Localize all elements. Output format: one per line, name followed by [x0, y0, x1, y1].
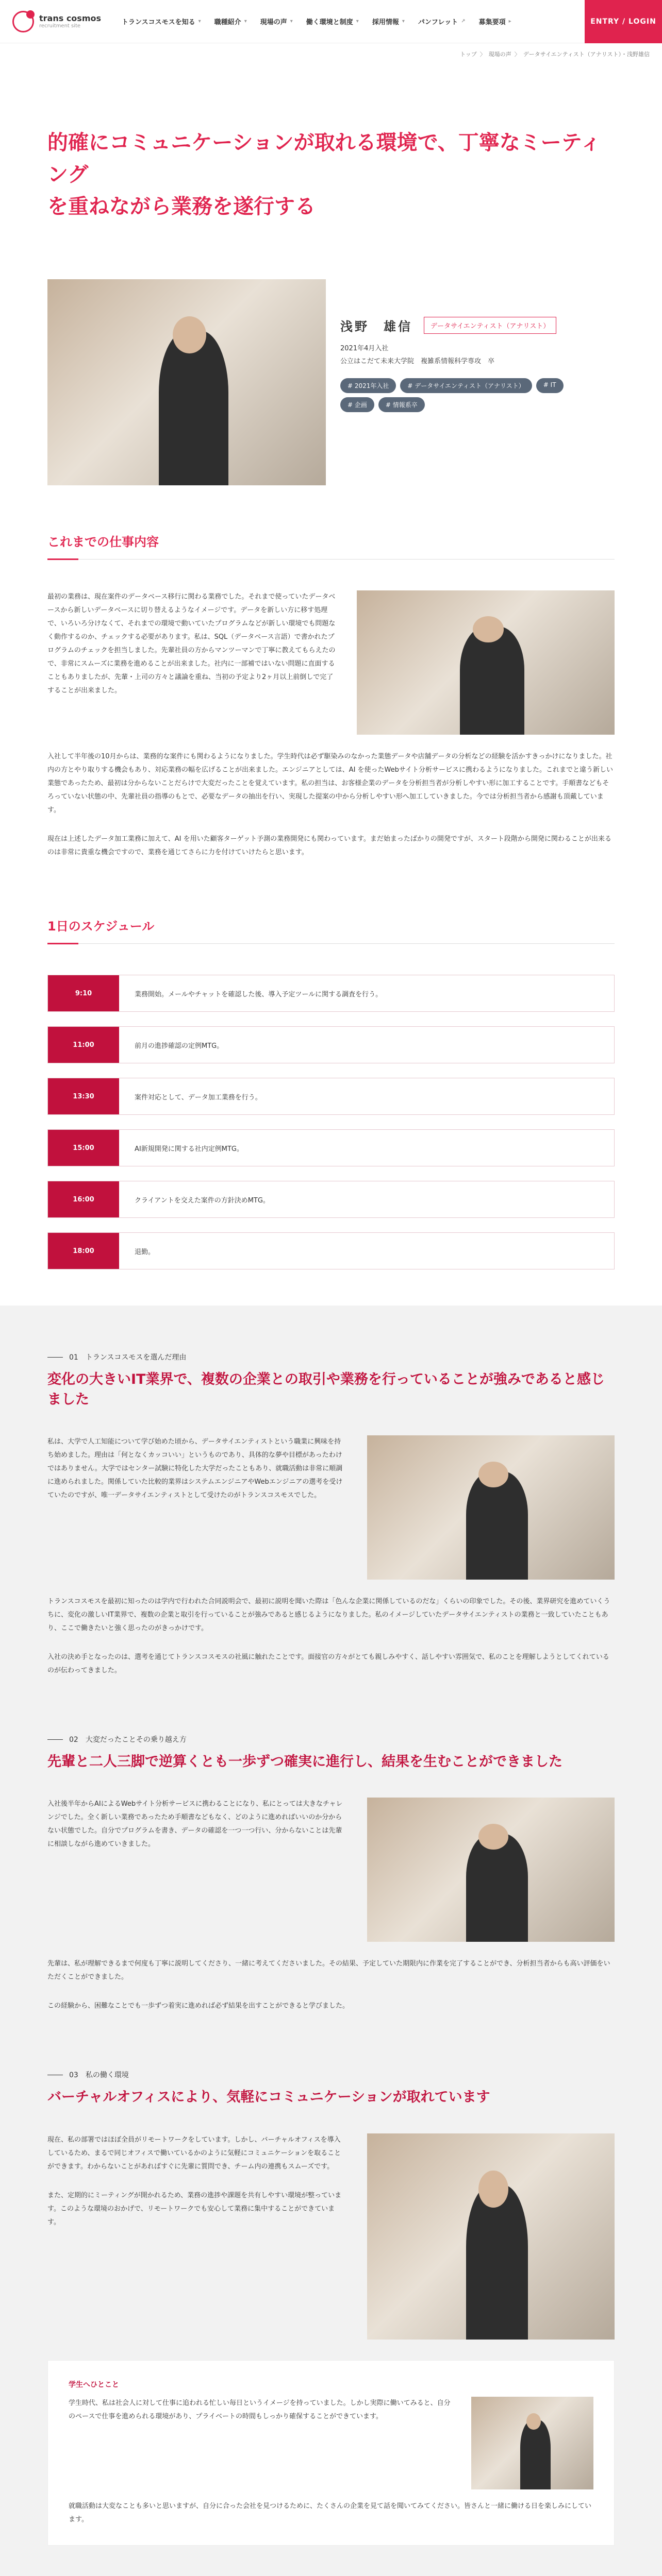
breadcrumb-separator: 〉: [479, 51, 486, 58]
page-title: [47, 127, 615, 223]
q3-paragraph-1: 現在、私の部署ではほぼ全員がリモートワークをしています。しかし、バーチャルオフィスを導入しているため、まるで同じオフィスで働いているかのように気軽にコミュニケーションを取ることができます。わからないことがあればすぐに先輩に質問でき、チーム内の連携もスムーズです。: [47, 2136, 341, 2171]
career-block: [47, 590, 615, 735]
role-badge: データサイエンティスト（アナリスト）: [424, 317, 556, 334]
aside-title: 学生へひとこと: [69, 2380, 119, 2389]
question-number-3: 03 私の働く環境: [47, 2070, 615, 2080]
q1-paragraph-1: 私は、大学で人工知能について学び始めた頃から、データサイエンティストという職業に興味を持ち始めました。理由は「何となくカッコいい」というものであり、具体的な夢や目標があったわけではありません。大学ではセンター試験に特化した大学だったこともあり、就職活動は非常に順調に進められました。関係していた比較的業界はシステムエンジニアやWebエンジニアの選考を受けていたのですが、唯一データサイエンティストとして受けたのがトランスコスモスでした。: [47, 1438, 343, 1500]
schedule-row: [47, 1129, 615, 1166]
chevron-down-icon: ▾: [356, 19, 359, 24]
q3-photo: [367, 2133, 615, 2340]
entry-login-button[interactable]: ENTRY / LOGIN: [585, 0, 662, 43]
nav-item-requirements[interactable]: 募集要項 ▸: [478, 19, 511, 26]
site-header: [0, 0, 662, 43]
tag-chip[interactable]: # データサイエンティスト（アナリスト）: [400, 378, 532, 393]
chevron-down-icon: ▾: [402, 19, 405, 24]
aside-paragraph-1: 学生時代、私は社会人に対して仕事に追われる忙しい毎日というイメージを持っていました。しかし実際に働いてみると、自分のペースで仕事を進められる環境があり、プライベートの時間もしっかり確保することができています。: [69, 2399, 451, 2420]
schedule-time: 9:10: [48, 975, 119, 1011]
schedule-row: [47, 1026, 615, 1063]
section-title-schedule: 1日のスケジュール: [47, 919, 155, 934]
logo[interactable]: [12, 11, 101, 32]
chevron-down-icon: ▾: [244, 19, 247, 24]
profile-card: [47, 279, 615, 485]
logo-mark-icon: [12, 11, 34, 32]
breadcrumb-voices[interactable]: 現場の声: [488, 51, 511, 58]
tag-chip[interactable]: # IT: [536, 378, 564, 393]
external-link-icon: ↗: [461, 19, 466, 24]
schedule-time: 18:00: [48, 1233, 119, 1269]
question-number-2: 02 大変だったことその乗り越え方: [47, 1734, 615, 1744]
schedule-desc: 業務開始。メールやチャットを確認した後、導入予定ツールに関する調査を行う。: [135, 990, 383, 998]
person-name: 浅野 雄信: [340, 319, 412, 334]
q1-paragraph-3: 入社の決め手となったのは、選考を通じてトランスコスモスの社風に触れたことです。面接官の方々がとても親しみやすく、話しやすい雰囲気で、私のことを理解しようとしてくれているのが伝わってきました。: [47, 1653, 609, 1675]
logo-subtext: recruitment site: [39, 23, 81, 29]
message-to-students: [47, 2360, 615, 2546]
chevron-down-icon: ▾: [290, 19, 293, 24]
aside-paragraph-2: 就職活動は大変なことも多いと思いますが、自分に合った会社を見つけるために、たくさんの企業を見て話を聞いてみてください。皆さんと一緒に働ける日を楽しみにしています。: [69, 2502, 592, 2523]
breadcrumb-separator: 〉: [514, 51, 520, 58]
question-title-1: 変化の大きいIT業界で、複数の企業との取引や業務を行っていることが強みであると感じました: [47, 1371, 605, 1408]
q2-paragraph-2: 先輩は、私が理解できるまで何度も丁寧に説明してくださり、一緒に考えてくださいました。その結果、予定していた期限内に作業を完了することができ、分析担当者からも高い評価をいただくことができました。: [47, 1960, 610, 1981]
career-paragraph-1: 最初の業務は、現在案件のデータベース移行に関わる業務でした。それまで使っていたデータベースから新しいデータベースに切り替えるようなイメージです。データを新しい方に移す処理で、いろいろ分けなくて、それまでの環境で動いていたプログラムなどが新しい環境でも問題なく動作するのか、チェックする必要があります。私は、SQL（データベース言語）で書かれたプログラムのチェックを担当しました。先輩社員の方からマンツーマンで丁寧に教えてもらえたので、非常にスムーズに業務を進めることが出来ました。社内に一部補ではいない問題に直面することもありましたが、先輩・上司の方々と議論を重ね、当初の予定より2ヶ月以上前倒しで完了することが出来ました。: [47, 593, 336, 694]
chevron-down-icon: ▾: [198, 19, 201, 24]
interview-section: [0, 1306, 662, 2576]
schedule-time: 13:30: [48, 1078, 119, 1114]
tag-chip[interactable]: # 情報系卒: [378, 397, 425, 412]
breadcrumb-top[interactable]: トップ: [460, 51, 477, 58]
schedule-time: 16:00: [48, 1181, 119, 1217]
tag-chip[interactable]: # 2021年入社: [340, 378, 396, 393]
q1-photo: [367, 1435, 615, 1580]
schedule-row: [47, 1232, 615, 1269]
nav-item-voices[interactable]: 現場の声 ▾: [260, 19, 293, 26]
q3-paragraph-2: また、定期的にミーティングが開かれるため、業務の進捗や課題を共有しやすい環境が整っています。このような環境のおかげで、リモートワークでも安心して業務に集中することができています。: [47, 2191, 342, 2226]
breadcrumb-current: データサイエンティスト（アナリスト）・浅野雄信: [523, 51, 650, 58]
schedule-desc: 案件対応として、データ加工業務を行う。: [135, 1093, 262, 1101]
q1-paragraph-2: トランスコスモスを最初に知ったのは学内で行われた合同説明会で、最初に説明を聞いた際は「色んな企業に関係しているのだな」くらいの印象でした。その後、業界研究を進めていくうちに、変化の激しいIT業界で、複数の企業と取引を行っていることが強みであると感じるようになりました。私のイメージしていたデータサイエンティストの業務と一致していたこともあり、ここで働きたいと強く思ったのがきっかけです。: [47, 1598, 610, 1633]
arrow-icon: ▸: [508, 19, 511, 24]
q2-paragraph-3: この経験から、困難なことでも一歩ずつ着実に進めれば必ず結果を出すことができると学びました。: [47, 2002, 350, 2010]
logo-text: trans cosmos: [39, 13, 102, 24]
page-title-line2: を重ねながら業務を遂行する: [47, 195, 316, 218]
career-paragraph-3: 現在は上述したデータ加工業務に加えて、AI を用いた顧客ターゲット予測の業務開発にも関わっています。まだ始まったばかりの開発ですが、スタート段階から開発に関わることが出来るのは非常に貴重な機会ですので、業務を通じてさらに力を付けていけたらと思います。: [47, 835, 611, 856]
schedule-list: [47, 975, 615, 1269]
profile-tags: [340, 378, 577, 412]
schedule-desc: AI新規開発に関する社内定例MTG。: [135, 1145, 243, 1153]
schedule-desc: 退勤。: [135, 1248, 155, 1256]
section-divider: [47, 559, 615, 560]
nav-item-recruit[interactable]: 採用情報 ▾: [372, 19, 405, 26]
section-divider: [47, 943, 615, 944]
question-title-2: 先輩と二人三脚で逆算くとも一歩ずつ確実に進行し、結果を生むことができました: [47, 1754, 562, 1770]
nav-item-environment[interactable]: 働く環境と制度 ▾: [306, 19, 359, 26]
schedule-desc: 前月の進捗確認の定例MTG。: [135, 1042, 224, 1050]
schedule-row: [47, 975, 615, 1012]
global-nav: [122, 16, 511, 26]
nav-item-about[interactable]: トランスコスモスを知る ▾: [122, 19, 201, 26]
career-photo: [357, 590, 615, 735]
nav-item-pamphlet[interactable]: パンフレット ↗: [418, 19, 466, 26]
page-title-line1: 的確にコミュニケーションが取れる環境で、丁寧なミーティング: [47, 131, 601, 187]
tag-chip[interactable]: # 企画: [340, 397, 374, 412]
schedule-time: 11:00: [48, 1027, 119, 1063]
q2-photo: [367, 1798, 615, 1942]
nav-item-jobs[interactable]: 職種紹介 ▾: [214, 19, 247, 26]
question-title-3: バーチャルオフィスにより、気軽にコミュニケーションが取れています: [47, 2089, 490, 2106]
aside-photo: [471, 2397, 593, 2489]
schedule-desc: クライアントを交えた案件の方針決めMTG。: [135, 1196, 270, 1205]
profile-photo: [47, 279, 326, 485]
section-title-career: これまでの仕事内容: [47, 535, 159, 549]
breadcrumb: [0, 43, 662, 65]
schedule-time: 15:00: [48, 1130, 119, 1166]
career-paragraph-2: 入社して半年後の10月からは、業務的な案件にも関わるようになりました。学生時代は必ず駆染みのなかった業態データや店舗データの分析などの経験を活かすきっかけになりました。社内の方とやり取りする機会もあり、対応業務の幅を広げることが出来ました。エンジニアとしては、AI を使ったWebサイト分析サービスに携わるようになりました。これまでと違う新しい業態であったため、最初は分からないことだらけで大変だったことを覚えています。私の担当は、お客様企業のデータを分析担当者が分析しやすい形に加工することです。手順書などもそろっていない状態の中、先輩社員の指導のもとで、必要なデータの抽出を行い、実現した提案の中から分析しやすい形へ加工していきました。今では分析担当者から感謝も頂戴しています。: [47, 753, 613, 814]
schedule-row: [47, 1078, 615, 1115]
joined-date: 2021年4月入社: [340, 345, 389, 352]
school: 公立はこだて未来大学院 複雑系情報科学専攻 卒: [340, 357, 495, 365]
q2-paragraph-1: 入社後半年からAIによるWebサイト分析サービスに携わることになり、私にとっては大きなチャレンジでした。全く新しい業務であったため手順書などもなく、どのように進めればいいのか分からない状態でした。自分でプログラムを書き、データの確認を一つ一つ行い、分からないことは先輩に相談しながら進めていきました。: [47, 1800, 343, 1849]
question-number-1: 01 トランスコスモスを選んだ理由: [47, 1352, 615, 1362]
schedule-row: [47, 1181, 615, 1218]
